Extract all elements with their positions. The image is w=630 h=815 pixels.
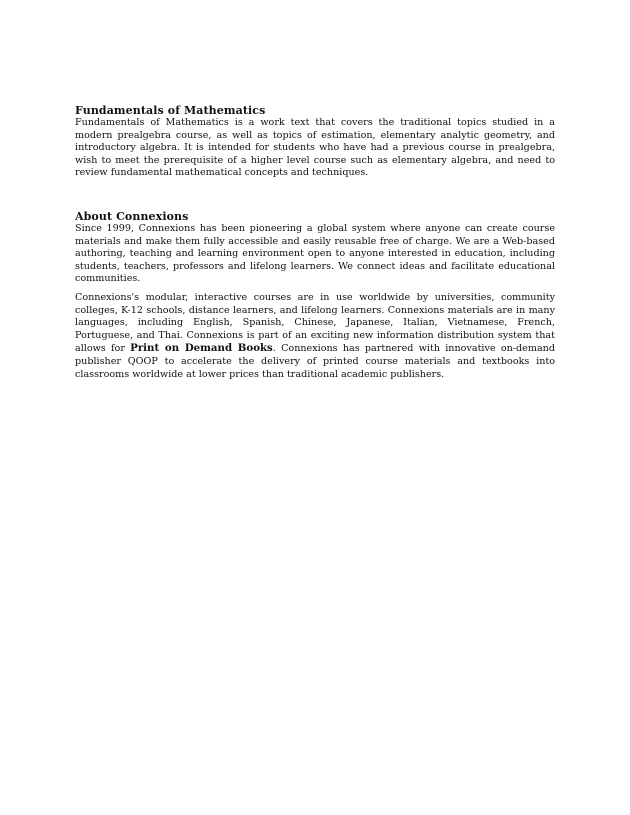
document-page (75, 104, 555, 381)
paragraph-connexions-courses (75, 292, 555, 381)
paragraph-connexions-courses-text-start: Connexions's modular, interactive courses are in use worldwide by universities, community colleges, K-12 schools, distance learners, and lifelong learners. Connexions materials are in many languages, including English, Spanish, Chinese, Japanese, Italian, Vietnamese, French, Portuguese, and Thai. Connexions is part of an exciting new information distribution system that allows for (75, 291, 555, 355)
section-fundamentals (75, 104, 555, 180)
section-about-connexions (75, 210, 555, 381)
section-title-fundamentals: Fundamentals of Mathematics (75, 104, 266, 117)
print-on-demand-books-text: Print on Demand Books (130, 342, 273, 355)
paragraph-fundamentals: Fundamentals of Mathematics is a work text that covers the traditional topics studied in a modern prealgebra course, as well as topics of estimation, elementary analytic geometry, and introductory algebra. It is intended for students who have had a previous course in prealgebra, wish to meet the prerequisite of a higher level course such as elementary algebra, and need to review fundamental mathematical concepts and techniques. (75, 117, 555, 179)
paragraph-connexions-courses-text-end: . Connexions has partnered with innovative on-demand publisher QOOP to accelerate the delivery of printed course materials and textbooks into classrooms worldwide at lower prices than traditional academic publishers. (75, 343, 555, 380)
section-title-about-connexions: About Connexions (75, 209, 189, 223)
paragraph-connexions-history: Since 1999, Connexions has been pioneering a global system where anyone can create course materials and make them fully accessible and easily reusable free of charge. We are a Web-based authoring, teaching and learning environment open to anyone interested in education, including students, teachers, professors and lifelong learners. We connect ideas and facilitate educational communities. (75, 222, 555, 285)
